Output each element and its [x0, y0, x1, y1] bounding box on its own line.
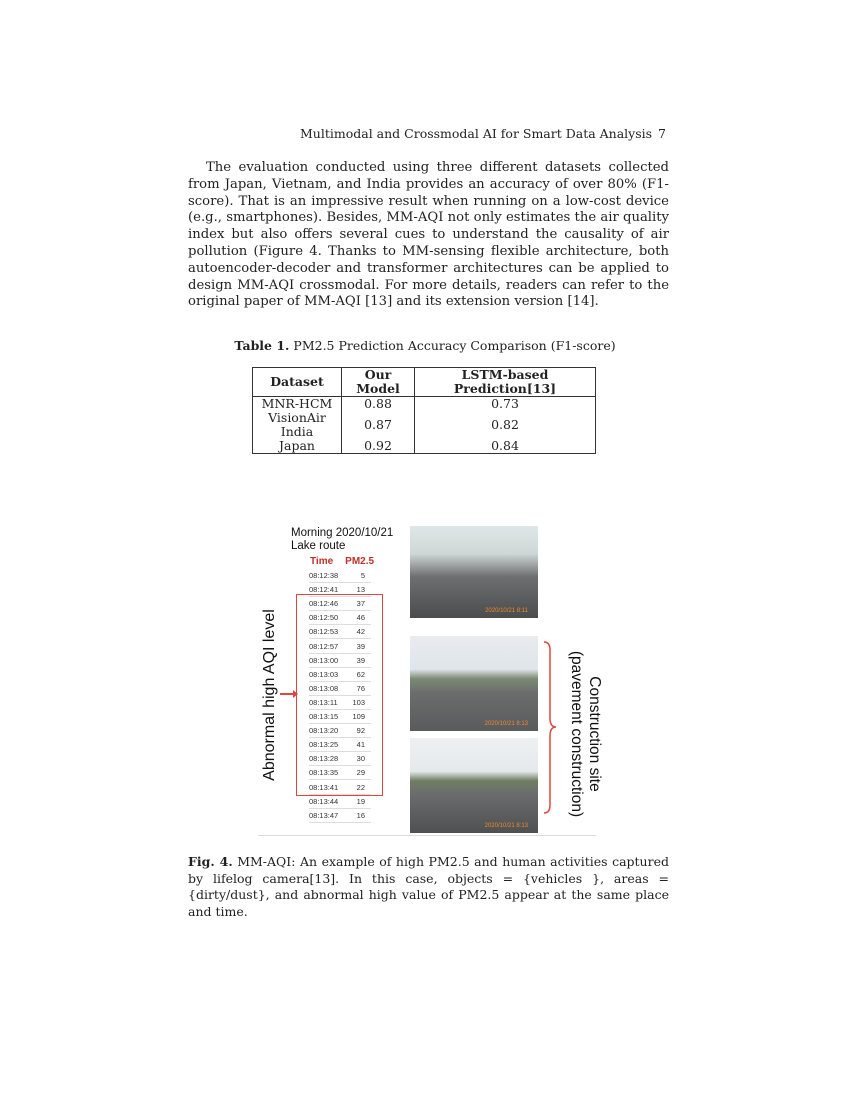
time-cell: 08:13:15: [309, 712, 339, 721]
page-number: 7: [658, 126, 666, 141]
pm-header: PM2.5: [345, 556, 375, 567]
time-cell: 08:13:28: [309, 754, 339, 764]
pm-table-header: [310, 556, 380, 567]
pm-value-cell: 103: [352, 697, 365, 707]
lifelog-photo: [410, 526, 538, 618]
figure-caption-text: MM-AQI: An example of high PM2.5 and human activities captured by lifelog camera[13]. In this case, objects = {vehicles }, areas = {dirty/dust}, and abnormal high value of PM2.5 appear at the same place and time.: [188, 854, 669, 919]
time-header: Time: [310, 556, 334, 567]
figure-caption: [188, 854, 669, 920]
time-cell: 08:13:08: [309, 683, 339, 693]
time-cell: 08:13:41: [309, 782, 339, 792]
pm-value-cell: 22: [356, 782, 365, 792]
table-cell: 0.88: [342, 397, 415, 412]
pm-value-cell: 76: [356, 683, 365, 693]
lifelog-photo: [410, 738, 538, 833]
time-cell: 08:12:57: [309, 641, 339, 651]
pm-value-cell: 37: [356, 599, 365, 609]
pm-table-row: [309, 795, 371, 809]
label-line: Construction site: [586, 676, 603, 792]
time-cell: 08:12:41: [309, 585, 339, 595]
table-cell: MNR-HCM: [253, 397, 342, 412]
pm-table-row: [309, 569, 371, 583]
time-cell: 08:13:35: [309, 768, 339, 778]
time-cell: 08:13:25: [309, 740, 339, 750]
figure-label: Fig. 4.: [188, 854, 233, 869]
pm-value-cell: 39: [356, 641, 365, 651]
brace-icon: [538, 640, 558, 815]
running-title: Multimodal and Crossmodal AI for Smart Data Analysis: [300, 126, 653, 141]
table-cell: 0.87: [342, 411, 415, 439]
figure-subtitle: Lake route: [291, 540, 346, 552]
pm-value-cell: 41: [356, 740, 365, 750]
figure-title: [291, 527, 393, 553]
col-header: Our Model: [342, 368, 415, 397]
pm-table-row: [309, 809, 371, 823]
pm-value-cell: 92: [356, 726, 365, 736]
photo-timestamp: 2020/10/21 8:13: [484, 721, 528, 727]
table-caption: [180, 338, 670, 353]
time-cell: 08:13:11: [309, 697, 338, 707]
table-cell: VisionAir India: [253, 411, 342, 439]
pm-value-cell: 42: [356, 627, 365, 637]
time-cell: 08:12:53: [309, 627, 339, 637]
pm-value-cell: 62: [356, 669, 365, 679]
table-row: [253, 411, 596, 439]
highlight-box: [296, 594, 383, 796]
accuracy-table: [252, 367, 596, 454]
pm-value-cell: 13: [356, 585, 365, 595]
table-cell: 0.92: [342, 439, 415, 454]
time-cell: 08:13:20: [309, 726, 339, 736]
table-header-row: [253, 368, 596, 397]
photo-timestamp: 2020/10/21 8:13: [484, 823, 528, 829]
time-cell: 08:12:50: [309, 613, 339, 623]
pm-value-cell: 109: [352, 712, 365, 721]
photo-timestamp: 2020/10/21 8:11: [485, 608, 528, 614]
abnormal-aqi-label: Abnormal high AQI level: [261, 609, 278, 781]
pm-value-cell: 5: [360, 571, 365, 580]
time-cell: 08:13:44: [309, 796, 339, 806]
table-row: [253, 439, 596, 454]
time-cell: 08:12:46: [309, 599, 339, 609]
pm-value-cell: 39: [356, 655, 365, 665]
time-cell: 08:13:00: [309, 655, 339, 665]
table-cell: Japan: [253, 439, 342, 454]
table-row: [253, 397, 596, 412]
table-caption-text: PM2.5 Prediction Accuracy Comparison (F1-score): [293, 338, 616, 353]
table-cell: 0.84: [415, 439, 596, 454]
time-cell: 08:13:03: [309, 669, 339, 679]
pm-value-cell: 46: [356, 613, 365, 623]
table-cell: 0.73: [415, 397, 596, 412]
pm-value-cell: 19: [356, 796, 365, 806]
construction-site-label: [567, 619, 603, 849]
pm-value-cell: 29: [356, 768, 365, 778]
label-line: (pavement construction): [568, 650, 585, 818]
lifelog-photo: [410, 636, 538, 731]
time-cell: 08:12:38: [309, 571, 339, 580]
col-header: LSTM-based Prediction[13]: [415, 368, 596, 397]
col-header: Dataset: [253, 368, 342, 397]
table-label: Table 1.: [234, 338, 290, 353]
time-cell: 08:13:47: [309, 810, 339, 820]
body-paragraph: The evaluation conducted using three different datasets collected from Japan, Vietnam, and India provides an accuracy of over 80% (F1-score). That is an impressive result when running on a low-cost device (e.g., smartphones). Besides, MM-AQI not only estimates the air quality index but also offers several cues to understand the causality of air pollution (Figure 4. Thanks to MM-sensing flexible architecture, both autoencoder-decoder and transformer architectures can be applied to design MM-AQI crossmodal. For more details, readers can refer to the original paper of MM-AQI [13] and its extension version [14].: [188, 160, 669, 310]
figure-title-line: Morning 2020/10/21: [291, 527, 394, 539]
figure-divider: [258, 835, 596, 836]
arrow-icon: [280, 693, 294, 695]
table-cell: 0.82: [415, 411, 596, 439]
pm-value-cell: 30: [356, 754, 365, 764]
pm-value-cell: 16: [356, 810, 365, 820]
